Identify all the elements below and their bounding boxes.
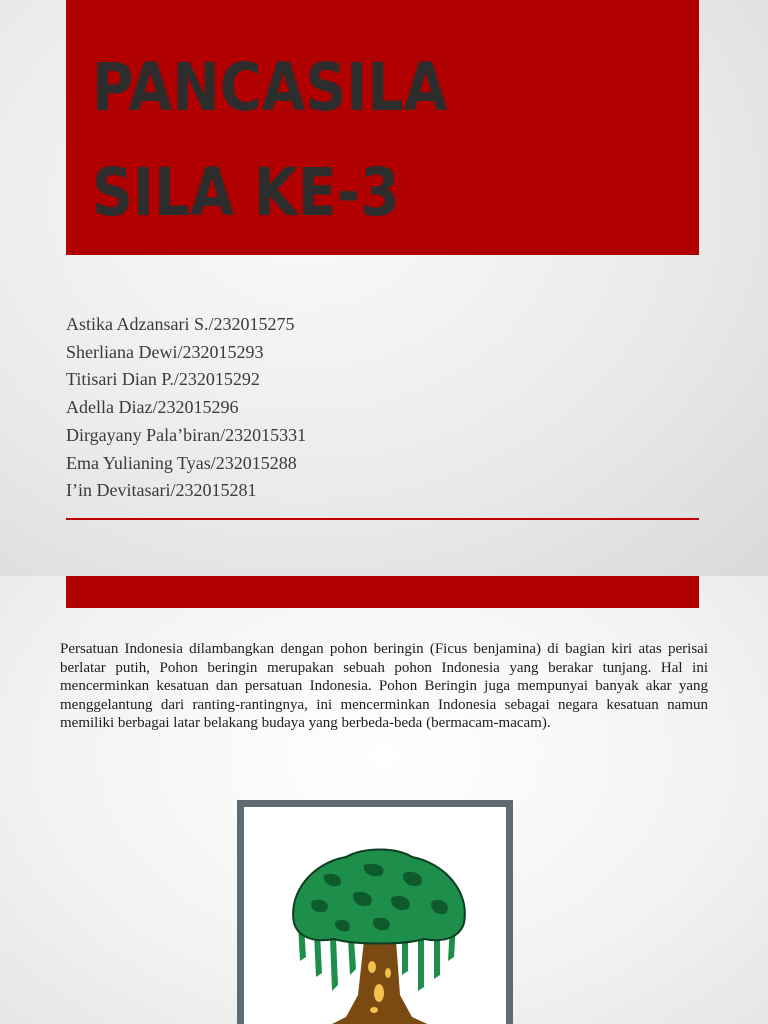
title-box — [66, 0, 699, 255]
author-list — [66, 311, 306, 505]
content-slide — [0, 576, 768, 1024]
body-paragraph: Persatuan Indonesia dilambangkan dengan pohon beringin (Ficus benjamina) di bagian kiri atas perisai berlatar putih, Pohon beringin merupakan sebuah pohon Indonesia yang berakar tunjang. Hal ini mencerminkan kesatuan dan persatuan Indonesia. Pohon Beringin juga mempunyai banyak akar yang menggelantung dari ranting-rantingnya, ini mencerminkan Indonesia sebagai negara kesatuan namun memiliki berbagai latar belakang budaya yang berbeda-beda (bermacam-macam). — [60, 641, 708, 731]
author-item: Adella Diaz/232015296 — [66, 397, 239, 418]
author-item: Astika Adzansari S./232015275 — [66, 314, 295, 334]
divider-line — [66, 518, 699, 520]
banyan-tree-icon — [284, 845, 474, 1024]
header-bar — [66, 576, 699, 608]
author-item: Titisari Dian P./232015292 — [66, 369, 260, 390]
author-item: Dirgayany Pala’biran/232015331 — [66, 424, 307, 445]
author-item: Sherliana Dewi/232015293 — [66, 341, 264, 362]
title-line-1: PANCASILA — [92, 49, 448, 126]
author-item: I’in Devitasari/232015281 — [66, 480, 257, 501]
tree-trunk — [326, 940, 434, 1024]
author-item: Ema Yulianing Tyas/232015288 — [66, 452, 297, 473]
tree-image-frame — [237, 800, 513, 1024]
title-line-2: SILA KE-3 — [92, 154, 400, 231]
